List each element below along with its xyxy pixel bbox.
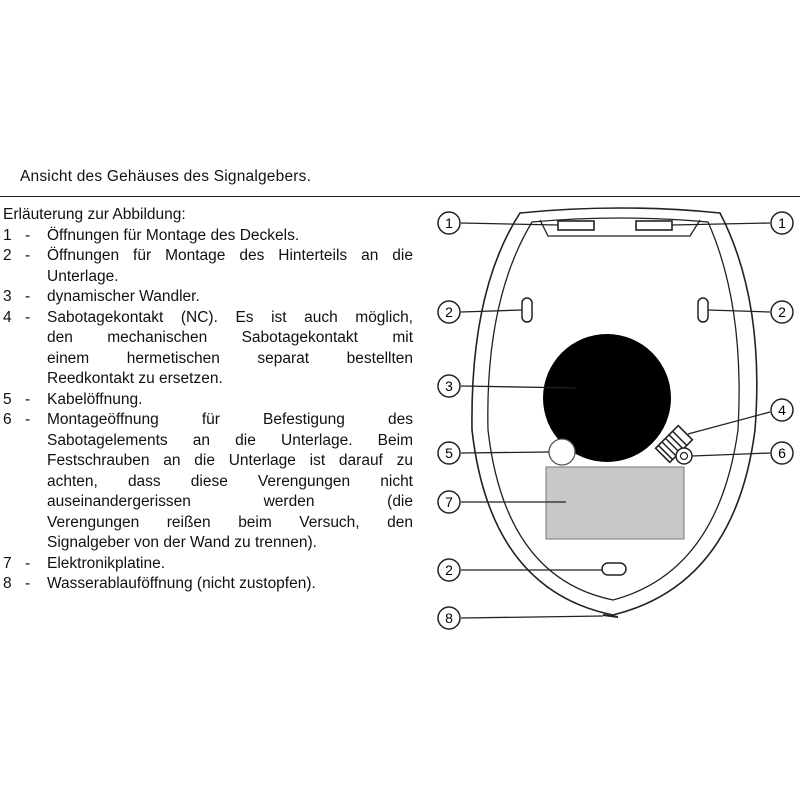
legend-item-line: dynamischer Wandler.: [47, 288, 200, 305]
legend-title: Erläuterung zur Abbildung:: [3, 206, 186, 223]
legend-item-number: 6: [3, 411, 12, 428]
callout-label: 8: [445, 610, 453, 626]
legend-item-text: [47, 410, 413, 554]
wall-mount-hole-bottom: [602, 563, 626, 575]
callout-label: 1: [445, 215, 453, 231]
drain-opening: [603, 615, 618, 617]
tamper-mount-opening: [676, 448, 692, 464]
callout-7: [438, 491, 460, 513]
housing-diagram: [430, 200, 800, 640]
callout-5: [438, 442, 460, 464]
legend-item-line: einem hermetischen separat bestellten: [47, 349, 413, 367]
cover-mount-slot-left: [558, 221, 594, 230]
legend-item-line: Sabotagekontakt (NC). Es ist auch möglich,: [47, 308, 413, 326]
legend: [3, 205, 413, 595]
callout-6: [771, 442, 793, 464]
callout-label: 2: [445, 304, 453, 320]
legend-item-line: Unterlage.: [47, 267, 119, 285]
cover-mount-slot-right: [636, 221, 672, 230]
legend-item-dash: -: [25, 308, 31, 326]
horizontal-rule: [0, 196, 800, 197]
legend-item-dash: -: [25, 247, 31, 264]
legend-item-line: den mechanischen Sabotagekontakt mit: [47, 329, 413, 346]
legend-item: [3, 226, 413, 247]
legend-item-dash: -: [25, 575, 31, 592]
legend-item-line: auseinandergerissen werden (die: [47, 493, 413, 510]
legend-item-line: Reedkontakt zu ersetzen.: [47, 370, 223, 387]
callout-label: 2: [445, 562, 453, 578]
cable-opening: [549, 439, 575, 465]
legend-item-line: Verengungen reißen beim Versuch, den: [47, 513, 413, 531]
legend-item-line: Öffnungen für Montage des Hinterteils an die: [47, 247, 413, 264]
legend-item-dash: -: [25, 288, 31, 305]
legend-item-text: [47, 287, 413, 308]
callout-3: [438, 375, 460, 397]
legend-item-text: [47, 390, 413, 411]
legend-item-line: Kabelöffnung.: [47, 390, 143, 408]
legend-item-line: achten, dass diese Verengungen nicht: [47, 472, 413, 490]
wall-mount-hole-right: [698, 298, 708, 322]
legend-item-line: Wasserablauföffnung (nicht zustopfen).: [47, 575, 316, 592]
legend-item: [3, 246, 413, 287]
callout-1-right: [771, 212, 793, 234]
legend-item-dash: -: [25, 390, 31, 408]
legend-item-line: Elektronikplatine.: [47, 554, 166, 572]
legend-item-line: Festschrauben an die Unterlage ist darauf zu: [47, 452, 413, 469]
callout-label: 2: [778, 304, 786, 320]
callout-1-left: [438, 212, 460, 234]
legend-item-number: 5: [3, 390, 12, 408]
legend-item: [3, 308, 413, 390]
legend-item-line: Sabotagelements an die Unterlage. Beim: [47, 431, 413, 449]
callout-4: [771, 399, 793, 421]
legend-item-dash: -: [25, 411, 31, 428]
legend-item-number: 2: [3, 247, 12, 264]
legend-item-text: [47, 308, 413, 390]
legend-item-text: [47, 554, 413, 575]
legend-item-text: [47, 574, 413, 595]
callout-label: 4: [778, 402, 786, 418]
housing-top-rim: [540, 220, 700, 236]
legend-item-number: 3: [3, 288, 12, 305]
callout-label: 6: [778, 445, 786, 461]
callout-2-left: [438, 301, 460, 323]
legend-item: [3, 287, 413, 308]
legend-item: [3, 390, 413, 411]
callout-2-right: [771, 301, 793, 323]
legend-item-dash: -: [25, 226, 31, 244]
callout-label: 3: [445, 378, 453, 394]
callout-2-bottom: [438, 559, 460, 581]
wall-mount-hole-left: [522, 298, 532, 322]
legend-item: [3, 410, 413, 554]
legend-item: [3, 554, 413, 575]
callout-label: 5: [445, 445, 453, 461]
legend-item-number: 1: [3, 226, 12, 244]
electronics-board: [546, 467, 684, 539]
callout-8: [438, 607, 460, 629]
legend-item-line: Signalgeber von der Wand zu trennen).: [47, 534, 317, 551]
legend-item-line: Montageöffnung für Befestigung des: [47, 411, 413, 428]
legend-item-text: [47, 226, 413, 247]
legend-item: [3, 574, 413, 595]
figure-heading: Ansicht des Gehäuses des Signalgebers.: [20, 168, 312, 185]
callout-label: 1: [778, 215, 786, 231]
legend-item-text: [47, 246, 413, 287]
legend-item-number: 8: [3, 575, 12, 592]
legend-item-line: Öffnungen für Montage des Deckels.: [47, 226, 300, 244]
legend-items: [3, 226, 413, 595]
callout-label: 7: [445, 494, 453, 510]
legend-item-dash: -: [25, 554, 31, 572]
legend-item-number: 7: [3, 554, 12, 572]
legend-item-number: 4: [3, 308, 12, 326]
